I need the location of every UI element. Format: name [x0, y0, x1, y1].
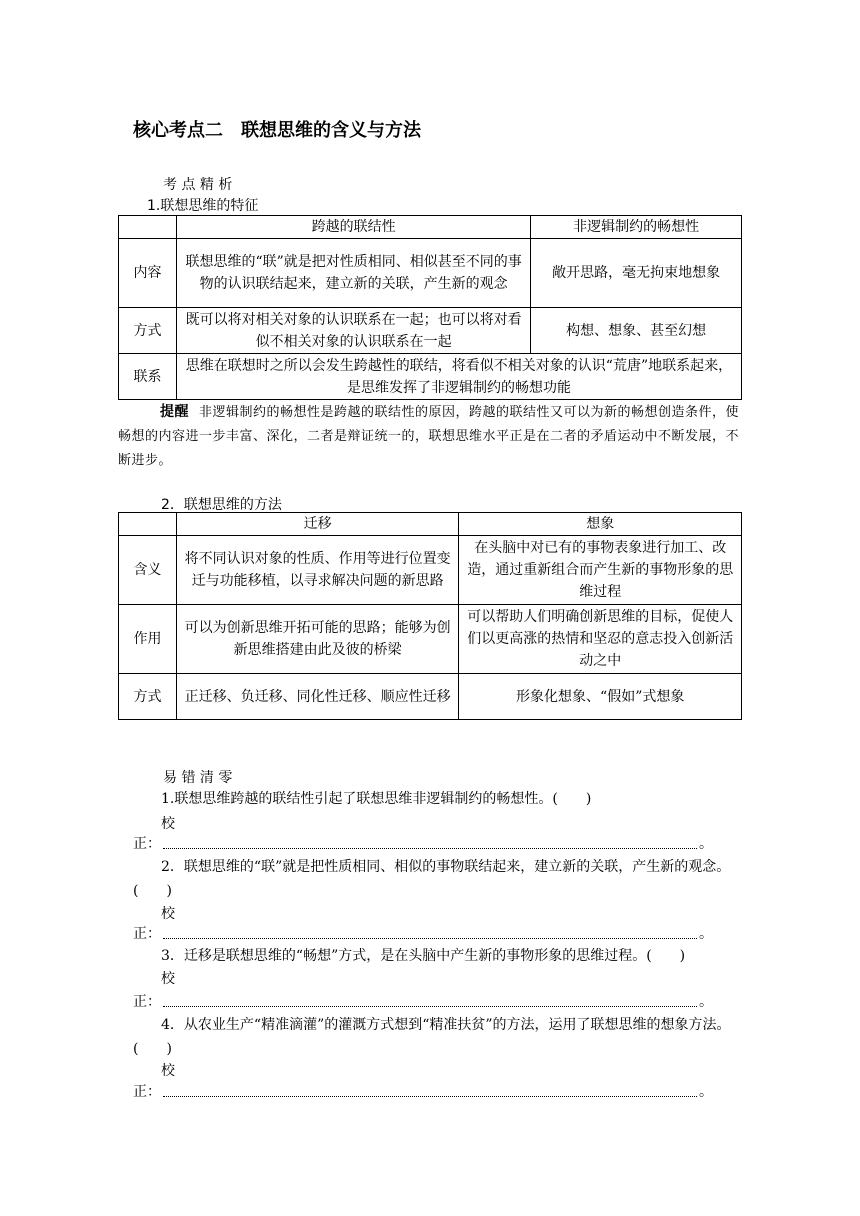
header-cell	[119, 513, 177, 536]
end-mark: 。	[699, 926, 713, 942]
table-row	[119, 674, 742, 720]
tip-paragraph	[118, 400, 743, 473]
table-cell: 敞开思路，毫无拘束地想象	[531, 239, 742, 308]
features-table	[118, 215, 742, 400]
fix-label-top: 校	[161, 971, 175, 987]
table-row	[119, 605, 742, 674]
fix-label-top: 校	[161, 816, 175, 832]
table-row	[119, 536, 742, 605]
table-cell: 正迁移、负迁移、同化性迁移、顺应性迁移	[176, 674, 459, 720]
header-cell: 想象	[459, 513, 742, 536]
table-cell: 在头脑中对已有的事物表象进行加工、改造，通过重新组合而产生新的事物形象的思维过程	[459, 536, 742, 605]
answer-blank[interactable]	[163, 992, 697, 1007]
methods-table	[118, 512, 742, 720]
answer-blank[interactable]	[163, 924, 697, 939]
table-cell: 构想、想象、甚至幻想	[531, 308, 742, 354]
end-mark: 。	[699, 1084, 713, 1100]
row-label: 方式	[119, 674, 177, 720]
fix-label-bottom: 正：	[133, 1084, 161, 1100]
end-mark: 。	[699, 994, 713, 1010]
table-cell: 可以帮助人们明确创新思维的目标，促使人们以更高涨的热情和坚忍的意志投入创新活动之中	[459, 605, 742, 674]
answer-blank[interactable]	[163, 834, 697, 849]
fix-line-4[interactable]	[133, 1082, 713, 1102]
fix-label-bottom: 正：	[133, 836, 161, 852]
fix-label-top: 校	[161, 1063, 175, 1079]
row-label: 含义	[119, 536, 177, 605]
row-label: 作用	[119, 605, 177, 674]
table1-heading: 1.联想思维的特征	[147, 198, 259, 214]
fix-label-bottom: 正：	[133, 994, 161, 1010]
table-row	[119, 308, 742, 354]
table-cell: 形象化想象、“假如”式想象	[459, 674, 742, 720]
answer-blank[interactable]	[163, 1082, 697, 1097]
header-cell: 迁移	[176, 513, 459, 536]
header-cell	[119, 216, 177, 239]
table-cell: 思维在联想时之所以会发生跨越性的联结，将看似不相关对象的认识“荒唐”地联系起来，是思维发挥了非逻辑制约的畅想功能	[176, 354, 741, 400]
end-mark: 。	[699, 836, 713, 852]
table-header-row	[119, 216, 742, 239]
table-cell: 将不同认识对象的性质、作用等进行位置变迁与功能移植，以寻求解决问题的新思路	[176, 536, 459, 605]
header-cell: 非逻辑制约的畅想性	[531, 216, 742, 239]
table-row	[119, 354, 742, 400]
table-cell: 联想思维的“联”就是把对性质相同、相似甚至不同的事物的认识联结起来，建立新的关联，产生新的观念	[176, 239, 530, 308]
page-title: 核心考点二 联想思维的含义与方法	[133, 120, 421, 141]
section-label: 考 点 精 析	[163, 177, 233, 193]
row-label: 内容	[119, 239, 177, 308]
table-row	[119, 239, 742, 308]
table-cell: 既可以将对相关对象的认识联系在一起；也可以将对看似不相关对象的认识联系在一起	[176, 308, 530, 354]
fix-line-2[interactable]	[133, 924, 713, 944]
fix-label-bottom: 正：	[133, 926, 161, 942]
table2-heading: 2．联想思维的方法	[161, 497, 282, 513]
tip-text: 非逻辑制约的畅想性是跨越的联结性的原因，跨越的联结性又可以为新的畅想创造条件，使畅想的内容进一步丰富、深化，二者是辩证统一的，联想思维水平正是在二者的矛盾运动中不断发展，不断进步。	[118, 405, 740, 468]
table-header-row	[119, 513, 742, 536]
error-question-4: 4．从农业生产“精准滴灌”的灌溉方式想到“精准扶贫”的方法，运用了联想思维的想象方法。( )	[133, 1017, 731, 1057]
fix-label-top: 校	[161, 906, 175, 922]
error-question-1: 1.联想思维跨越的联结性引起了联想思维非逻辑制约的畅想性。( )	[161, 791, 592, 807]
errors-label: 易 错 清 零	[163, 770, 233, 786]
error-question-2: 2．联想思维的“联”就是把性质相同、相似的事物联结起来，建立新的关联，产生新的观念。( )	[133, 859, 731, 899]
error-question-3: 3．迁移是联想思维的“畅想”方式，是在头脑中产生新的事物形象的思维过程。( )	[161, 948, 686, 964]
fix-line-3[interactable]	[133, 992, 713, 1012]
tip-label: 提醒	[160, 404, 189, 420]
row-label: 方式	[119, 308, 177, 354]
header-cell: 跨越的联结性	[176, 216, 530, 239]
row-label: 联系	[119, 354, 177, 400]
fix-line-1[interactable]	[133, 834, 713, 854]
table-cell: 可以为创新思维开拓可能的思路；能够为创新思维搭建由此及彼的桥梁	[176, 605, 459, 674]
